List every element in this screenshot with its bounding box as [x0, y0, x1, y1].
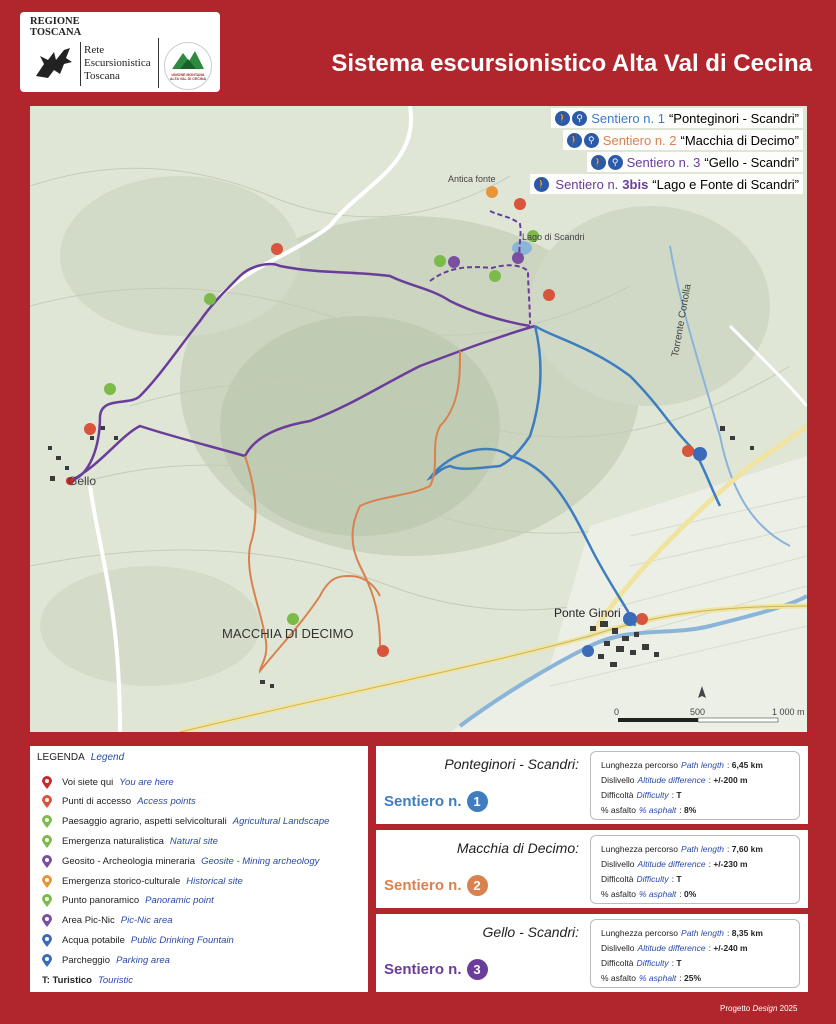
footer-pre: Progetto [720, 1004, 751, 1013]
legend-item-english: Pic-Nic area [120, 915, 173, 927]
legend-item-label: Punto panoramico [62, 895, 140, 907]
place-ponte-ginori: Ponte Ginori [554, 606, 621, 620]
stat-difficulty: Difficoltà Difficulty : T [601, 958, 682, 968]
legend-item-label: Geosito - Archeologia mineraria [62, 855, 196, 867]
route-2-label: Sentiero n. 2 [602, 132, 677, 148]
legend-item [42, 873, 243, 889]
route-legend-1 [551, 108, 803, 128]
union-logo [164, 42, 212, 90]
legend-item-english: Natural site [169, 835, 218, 847]
parking-icon [42, 954, 52, 967]
route-3-label: Sentiero n. 3 [626, 154, 701, 170]
footer-credit [720, 1004, 797, 1013]
network-line3: Toscana [84, 70, 120, 82]
stat-difficulty: Difficoltà Difficulty : T [601, 874, 682, 884]
legend-item-english: Historical site [186, 875, 243, 887]
bike-icon: ⚲ [608, 155, 623, 170]
legend-item [42, 774, 174, 790]
route-number-badge: 3 [467, 959, 488, 980]
route-stats [590, 751, 800, 820]
route-1-name: “Ponteginori - Scandri” [668, 110, 799, 126]
route-card-name: Gello - Scandri: [482, 924, 579, 940]
fountain-icon [42, 934, 52, 947]
legend-item [42, 833, 218, 849]
legend-item-english: Agricultural Landscape [232, 816, 330, 828]
stat-asphalt: % asfalto % asphalt : 8% [601, 805, 697, 815]
legend-item-label: Parcheggio [62, 954, 111, 966]
trail-map[interactable] [30, 106, 807, 732]
historical-site-icon [42, 875, 52, 888]
map-canvas [30, 106, 807, 732]
hiking-icon: 🚶 [555, 111, 570, 126]
natural-site-icon [42, 835, 52, 848]
legend-item-label: Punti di accesso [62, 796, 132, 808]
legend-item-label: Emergenza storico-culturale [62, 875, 181, 887]
legend-item [42, 952, 170, 968]
legend-item-label: Emergenza naturalistica [62, 835, 164, 847]
stat-altitude: Dislivello Altitude difference : +/-230 m [601, 859, 748, 869]
legend-item [42, 913, 173, 929]
stat-altitude: Dislivello Altitude difference : +/-240 m [601, 943, 748, 953]
route-1-label: Sentiero n. 1 [591, 110, 665, 126]
stat-difficulty: Difficoltà Difficulty : T [601, 790, 682, 800]
place-gello: Gello [68, 474, 97, 488]
stat-asphalt: % asfalto % asphalt : 25% [601, 973, 702, 983]
legend-title-it: LEGENDA [37, 752, 85, 763]
route-3bis-number: 3bis [622, 176, 649, 192]
route-3bis-name: “Lago e Fonte di Scandri” [652, 176, 799, 192]
logo-divider-2 [158, 38, 159, 88]
legend-title [37, 752, 124, 763]
route-2-name: “Macchia di Decimo” [680, 132, 799, 148]
logo-divider [80, 42, 81, 86]
route-stats [590, 835, 800, 904]
route-card-sentiero [384, 959, 488, 980]
union-logo-text: UNIONE MONTANA ALTA VAL DI CECINA [169, 73, 207, 81]
route-stats [590, 919, 800, 988]
route-card-sentiero [384, 875, 488, 896]
stat-length: Lunghezza percorso Path length : 7,60 km [601, 844, 763, 854]
mountains-logo-icon [170, 47, 206, 71]
hiking-icon: 🚶 [591, 155, 606, 170]
agricultural-icon [42, 815, 52, 828]
logo-panel [20, 12, 220, 92]
route-legend-3bis [530, 174, 803, 194]
legend-item-label: Area Pic-Nic [62, 915, 115, 927]
route-card-1 [376, 746, 808, 824]
legend-item [42, 814, 329, 830]
legend-item [42, 932, 234, 948]
place-torrente: Torrente Cortolla [670, 283, 694, 358]
legend-title-en: Legend [90, 752, 125, 763]
legend-item-english: Geosite - Mining archeology [201, 855, 320, 867]
legend-item-english: Access points [137, 796, 196, 808]
legend-panel [30, 746, 368, 992]
route-number-badge: 1 [467, 791, 488, 812]
place-lago: Lago di Scandri [522, 232, 585, 242]
page-title: Sistema escursionistico Alta Val di Cecina [331, 50, 812, 77]
legend-item-label: T: Turistico [42, 974, 92, 986]
sentiero-label: Sentiero n. [384, 877, 462, 894]
hiking-icon: 🚶 [534, 177, 549, 192]
sentiero-label: Sentiero n. [384, 793, 462, 810]
picnic-icon [42, 914, 52, 927]
legend-item [42, 794, 196, 810]
place-macchia: MACCHIA DI DECIMO [222, 626, 354, 641]
stat-length: Lunghezza percorso Path length : 6,45 km [601, 760, 763, 770]
scale-zero: 0 [614, 707, 620, 717]
you-are-here-icon [42, 776, 52, 789]
footer-year: 2025 [779, 1004, 798, 1013]
legend-item-english: Parking area [116, 954, 170, 966]
scale-end: 1 000 m [772, 707, 805, 717]
route-3bis-label: Sentiero n. [555, 176, 619, 192]
legend-item [42, 853, 319, 869]
sentiero-label: Sentiero n. [384, 961, 462, 978]
legend-item [42, 972, 133, 988]
geosite-icon [42, 855, 52, 868]
route-number-badge: 2 [467, 875, 488, 896]
route-card-2 [376, 830, 808, 908]
route-legend-3 [587, 152, 803, 172]
place-antica-fonte: Antica fonte [448, 174, 496, 184]
legend-item-english: Touristic [97, 974, 133, 986]
stat-altitude: Dislivello Altitude difference : +/-200 m [601, 775, 748, 785]
legend-item-english: Public Drinking Fountain [130, 934, 234, 946]
bike-icon: ⚲ [584, 133, 599, 148]
access-point-icon [42, 795, 52, 808]
hiking-icon: 🚶 [567, 133, 582, 148]
pegasus-logo-icon [30, 42, 78, 84]
legend-item-label: Paesaggio agrario, aspetti selvicolturali [62, 816, 227, 828]
region-name-line2: TOSCANA [30, 27, 82, 38]
route-card-3 [376, 914, 808, 992]
footer-design: Design [752, 1004, 778, 1013]
panoramic-icon [42, 894, 52, 907]
network-line2: Escursionistica [84, 57, 151, 69]
legend-item-label: Voi siete qui [62, 776, 114, 788]
bike-icon: ⚲ [572, 111, 587, 126]
region-name-line1: REGIONE [30, 16, 80, 27]
legend-item-english: Panoramic point [145, 895, 214, 907]
route-card-sentiero [384, 791, 488, 812]
stat-asphalt: % asfalto % asphalt : 0% [601, 889, 697, 899]
route-card-name: Macchia di Decimo: [456, 840, 579, 856]
scale-mid: 500 [690, 707, 706, 717]
legend-item-label: Acqua potabile [62, 934, 125, 946]
stat-length: Lunghezza percorso Path length : 8,35 km [601, 928, 763, 938]
route-3-name: “Gello - Scandri” [704, 154, 799, 170]
legend-item-english: You are here [119, 776, 174, 788]
legend-item [42, 893, 214, 909]
network-line1: Rete [84, 44, 105, 56]
route-legend-2 [563, 130, 803, 150]
route-card-name: Ponteginori - Scandri: [444, 756, 579, 772]
